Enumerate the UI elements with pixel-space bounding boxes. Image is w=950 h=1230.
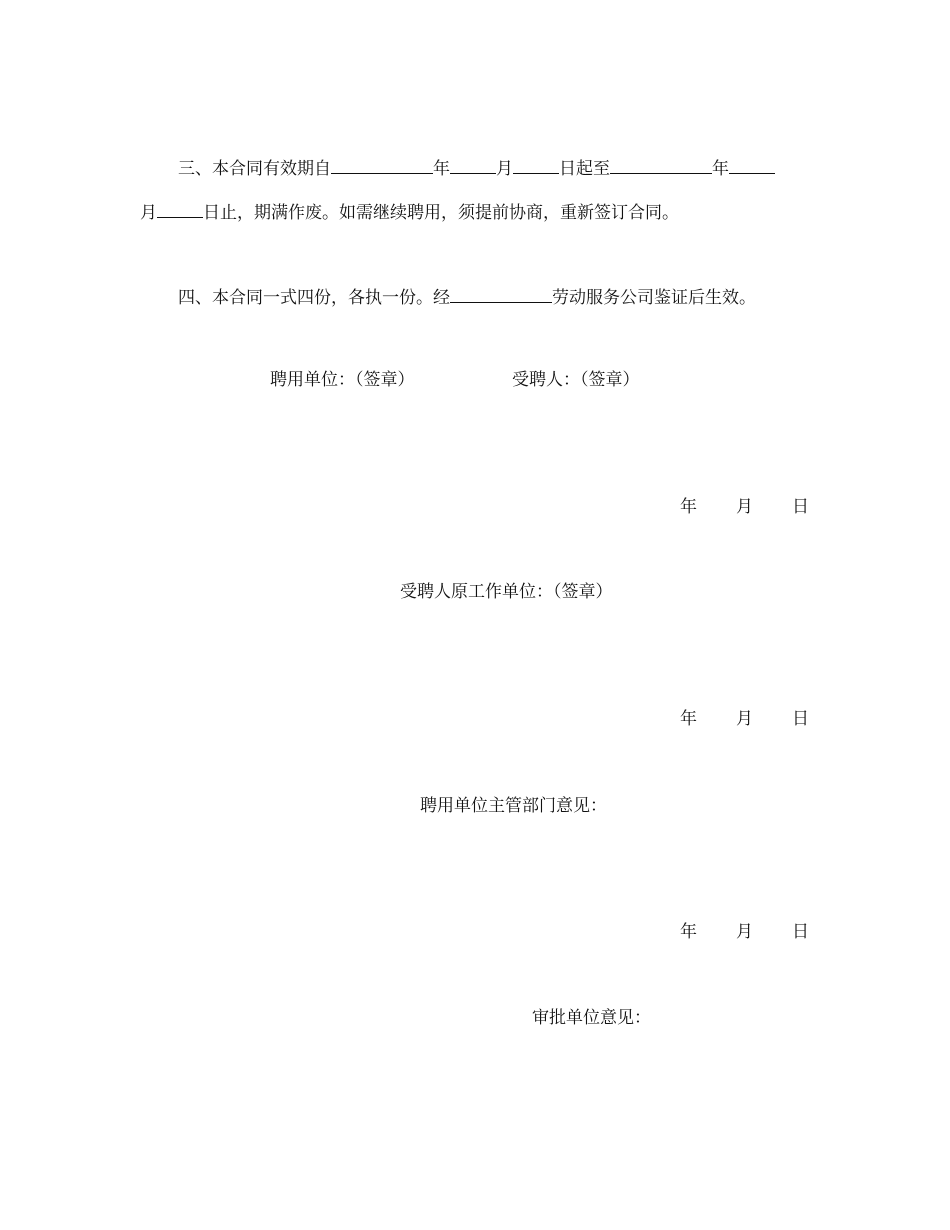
date-row-1 — [680, 495, 810, 519]
clause3-day-to: 日起至 — [559, 159, 610, 179]
date1-day: 日 — [792, 497, 809, 517]
clause3-year1: 年 — [433, 159, 450, 179]
labor-company-blank[interactable] — [450, 284, 552, 303]
date3-month: 月 — [736, 922, 753, 942]
employee-signature-label: 受聘人：（签章） — [512, 370, 640, 390]
clause3-line1 — [178, 155, 775, 181]
date3-year: 年 — [680, 922, 697, 942]
date2-day: 日 — [792, 709, 809, 729]
end-year-blank[interactable] — [610, 155, 712, 174]
clause4-line — [178, 284, 756, 310]
clause3-tail: 日止，期满作废。如需继续聘用，须提前协商，重新签订合同。 — [203, 203, 679, 223]
approver-opinion-label: 审批单位意见： — [532, 1008, 651, 1028]
date1-year: 年 — [680, 497, 697, 517]
date2-month: 月 — [736, 709, 753, 729]
clause3-line2 — [140, 199, 679, 225]
clause4-tail: 劳动服务公司鉴证后生效。 — [552, 288, 756, 308]
start-month-blank[interactable] — [450, 155, 496, 174]
employer-signature-label: 聘用单位：（签章） — [270, 370, 415, 390]
clause3-month1: 月 — [496, 159, 513, 179]
end-day-blank[interactable] — [157, 199, 203, 218]
supervisor-opinion-label: 聘用单位主管部门意见： — [420, 796, 607, 816]
clause3-year2: 年 — [712, 159, 729, 179]
date-row-3 — [680, 920, 810, 944]
clause4-intro: 四、本合同一式四份，各执一份。经 — [178, 288, 450, 308]
end-month-blank-part1[interactable] — [729, 155, 775, 174]
date2-year: 年 — [680, 709, 697, 729]
start-year-blank[interactable] — [331, 155, 433, 174]
date1-month: 月 — [736, 497, 753, 517]
original-unit-signature-label: 受聘人原工作单位：（签章） — [400, 582, 613, 602]
date-row-2 — [680, 707, 810, 731]
clause3-intro: 三、本合同有效期自 — [178, 159, 331, 179]
start-day-blank[interactable] — [513, 155, 559, 174]
date3-day: 日 — [792, 922, 809, 942]
clause3-month2: 月 — [140, 203, 157, 223]
